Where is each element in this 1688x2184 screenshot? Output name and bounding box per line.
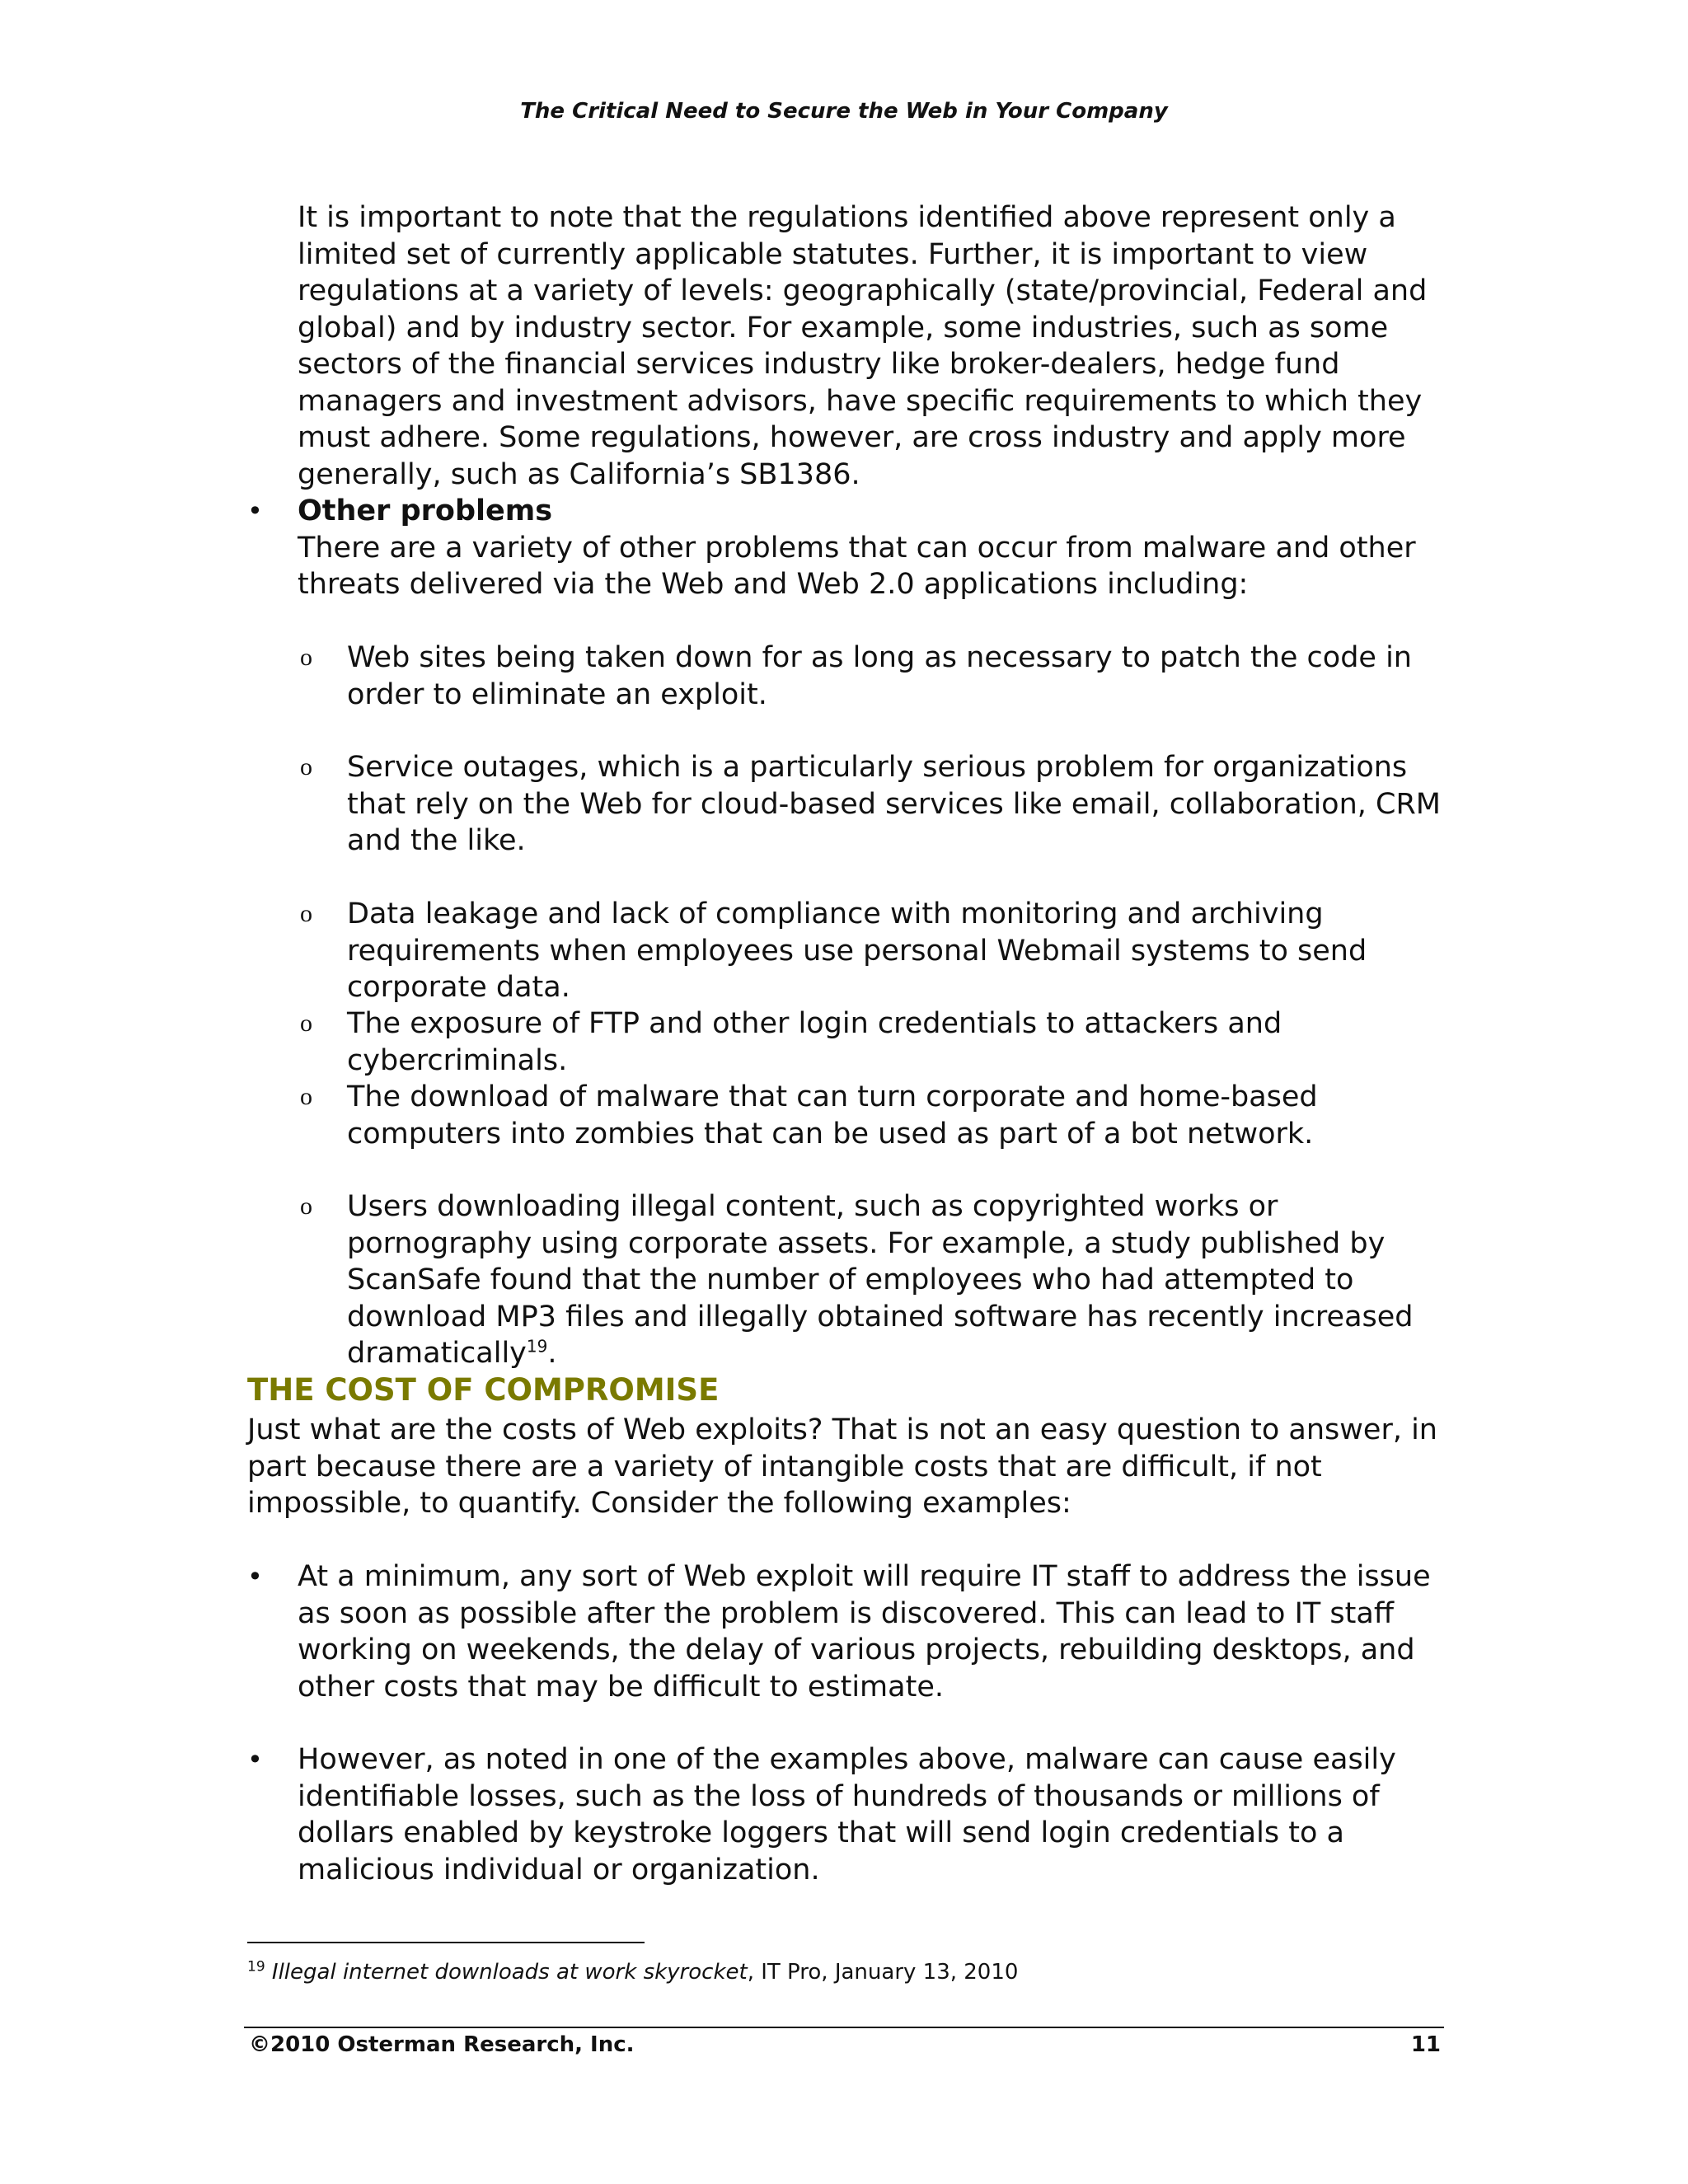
sub-item-text: Users downloading illegal content, such as copyrighted works or pornography using corporate assets. For example, a study published by ScanSafe found that the number of employees who had attempted to download MP3 files and illegally obtained software has recently increased dramatically [347,1190,1414,1370]
sub-item: The download of malware that can turn corporate and home-based computers into zombies that can be used as part of a bot network. [347,1080,1318,1151]
section-heading: THE COST OF COMPROMISE [247,1372,720,1408]
sub-item: The exposure of FTP and other login credentials to attackers and cybercriminals. [347,1007,1282,1077]
page-number: 11 [1410,2032,1441,2057]
sub-bullet-marker: o [300,1010,312,1037]
other-problems-heading: Other problems [298,494,553,527]
footnote-source: , IT Pro, January 13, 2010 [747,1960,1019,1985]
footer-copyright: ©2010 Osterman Research, Inc. [249,2032,635,2057]
footnote [247,1958,1451,1986]
other-problems-block [298,493,1451,603]
footnote-title: Illegal internet downloads at work skyrocket [271,1960,748,1985]
sub-item: Data leakage and lack of compliance with monitoring and archiving requirements when employees use personal Webmail systems to send corporate data. [347,898,1367,1004]
footer-rule [244,2027,1444,2028]
sub-bullet-marker: o [300,644,312,671]
sub-item: Web sites being taken down for as long as necessary to patch the code in order to eliminate an exploit. [347,641,1412,711]
sub-bullet-marker: o [300,1083,312,1110]
other-problems-intro: There are a variety of other problems that can occur from malware and other threats delivered via the Web and Web 2.0 applications including: [298,531,1416,601]
sub-item: Service outages, which is a particularly serious problem for organizations that rely on the Web for cloud-based services like email, collaboration, CRM and the like. [347,751,1441,857]
footnote-number: 19 [247,1958,265,1975]
sub-bullet-marker: o [300,900,312,927]
sub-item-with-footnote [347,1188,1451,1372]
sub-bullet-marker: o [300,753,312,780]
footnote-separator [247,1942,645,1943]
bullet-marker: • [247,1744,263,1775]
section-intro: Just what are the costs of Web exploits? That is not an easy question to answer, in part because there are a variety of intangible costs that are difficult, if not impossible, to quantify. Consider the following examples: [247,1413,1437,1520]
footnote-reference: 19 [526,1336,548,1357]
cost-bullet-item: However, as noted in one of the examples above, malware can cause easily identifiable losses, such as the loss of hundreds of thousands or millions of dollars enabled by keystroke loggers that will send login credentials to a malicious individual or organization. [298,1743,1396,1886]
sub-bullet-marker: o [300,1193,312,1220]
sub-item-end: . [547,1337,557,1370]
intro-paragraph: It is important to note that the regulations identified above represent only a limited set of currently applicable statutes. Further, it is important to view regulations at a variety of levels: geographically (state/provincial, Federal and global) and by industry sector. For example, some industries, such as some sectors of the financial services industry like broker-dealers, hedge fund managers and investment advisors, have specific requirements to which they must adhere. Some regulations, however, are cross industry and apply more generally, such as California’s SB1386. [298,201,1428,491]
cost-bullet-item: At a minimum, any sort of Web exploit will require IT staff to address the issue as soon as possible after the problem is discovered. This can lead to IT staff working on weekends, the delay of various projects, rebuilding desktops, and other costs that may be difficult to estimate. [298,1560,1431,1704]
running-header: The Critical Need to Secure the Web in Your Company [520,99,1168,124]
bullet-marker: • [247,1561,263,1592]
bullet-marker: • [247,495,263,527]
